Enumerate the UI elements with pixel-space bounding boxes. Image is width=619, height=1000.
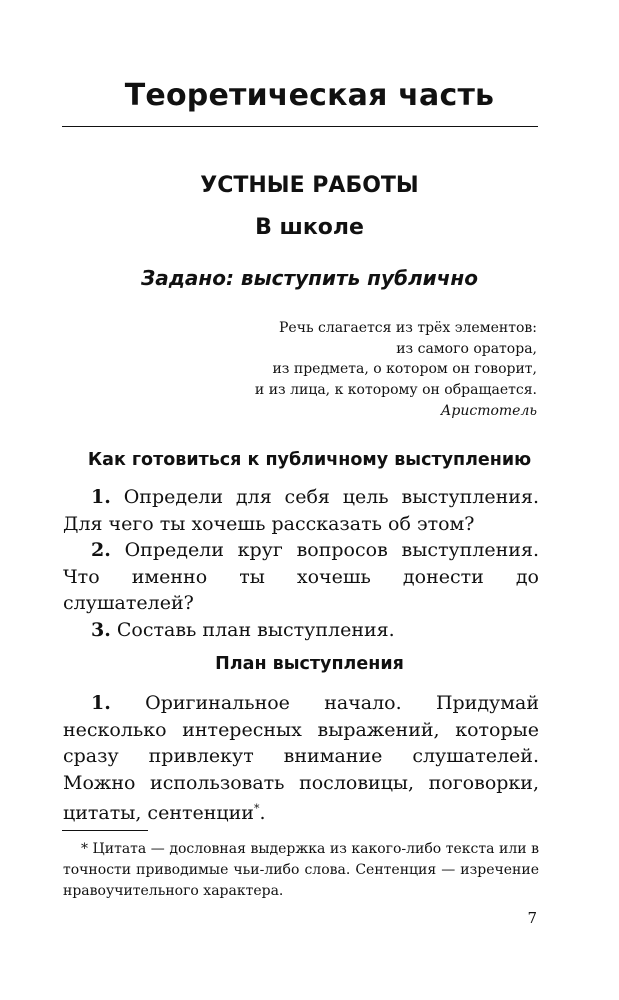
preparation-steps bbox=[63, 484, 539, 643]
footnote bbox=[63, 839, 539, 902]
section-title: УСТНЫЕ РАБОТЫ bbox=[200, 173, 419, 198]
plan-heading: План выступления bbox=[215, 654, 404, 674]
epigraph-line: из самого оратора, bbox=[396, 340, 537, 357]
plan-number: 1. bbox=[91, 692, 111, 714]
footnote-divider bbox=[62, 830, 148, 831]
footnote-reference: * bbox=[253, 802, 260, 815]
plan-paragraph bbox=[63, 690, 539, 827]
step-paragraph bbox=[63, 537, 539, 617]
header-divider bbox=[62, 126, 538, 127]
step-text: Определи для себя цель выступления. Для чего ты хочешь рассказать об этом? bbox=[63, 486, 539, 535]
subsection-title: В школе bbox=[255, 215, 364, 240]
plan-text: Оригинальное начало. Придумай несколько интересных выражений, которые сразу привлекут внимание слушателей. Можно использовать пословицы, поговорки, цитаты, сентенции bbox=[63, 692, 539, 824]
task-title: Задано: выступить публично bbox=[141, 266, 478, 290]
plan-items bbox=[63, 690, 539, 827]
footnote-text: Цитата — дословная выдержка из какого-либо текста или в точности приводимые чьи-либо слова. Сентенция — изречение нравоучительного характера. bbox=[63, 841, 539, 899]
page-header-title: Теоретическая часть bbox=[124, 78, 495, 113]
epigraph-line: Речь слагается из трёх элементов: bbox=[278, 320, 537, 336]
epigraph-line: и из лица, к которому он обращается. bbox=[254, 381, 537, 398]
step-paragraph bbox=[63, 484, 539, 537]
step-text: Составь план выступления. bbox=[110, 618, 395, 641]
step-number: 2. bbox=[91, 539, 111, 561]
step-number: 3. bbox=[91, 618, 111, 641]
epigraph-author: Аристотель bbox=[440, 403, 537, 419]
step-text: Определи круг вопросов выступления. Что именно ты хочешь донести до слушателей? bbox=[63, 539, 539, 614]
plan-text-tail: . bbox=[259, 802, 266, 824]
step-number: 1. bbox=[91, 486, 111, 508]
epigraph-line: из предмета, о котором он говорит, bbox=[272, 361, 537, 377]
footnote-marker: * bbox=[81, 841, 88, 857]
step-paragraph bbox=[63, 617, 539, 644]
page-number: 7 bbox=[527, 909, 537, 927]
epigraph bbox=[117, 318, 537, 400]
preparation-heading: Как готовиться к публичному выступлению bbox=[87, 450, 532, 470]
